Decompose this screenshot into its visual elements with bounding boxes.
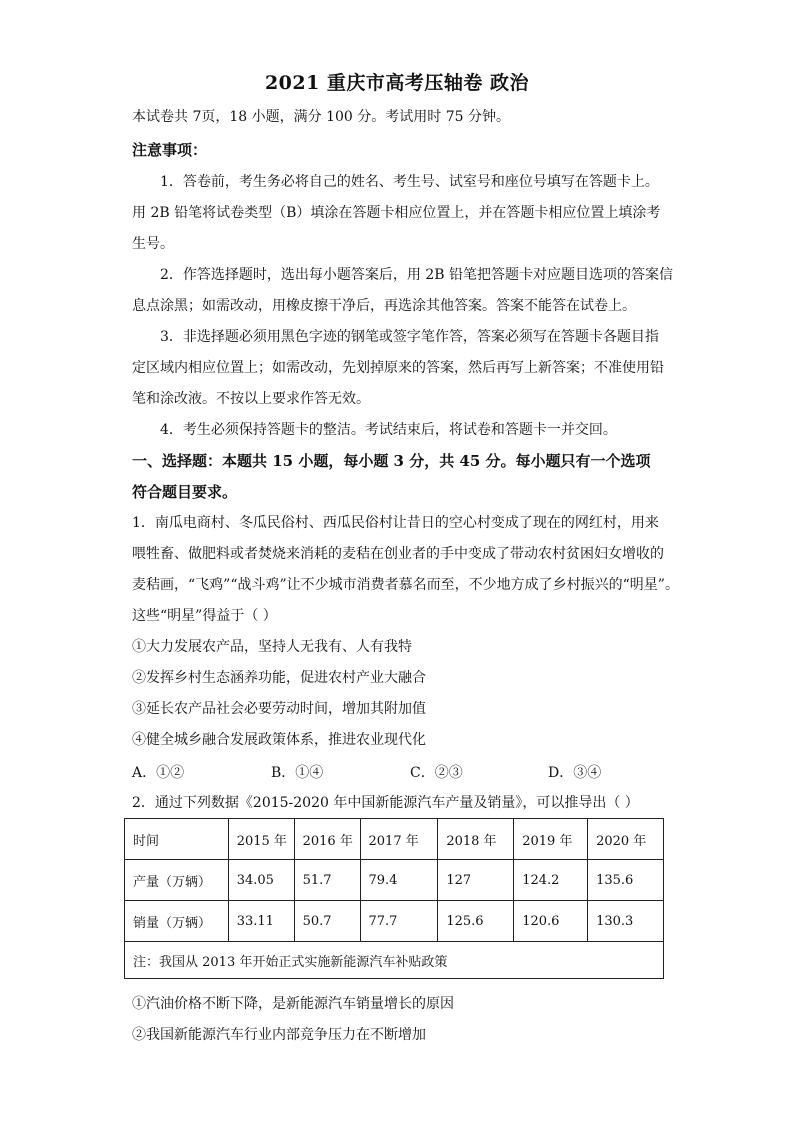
option-a[interactable]: A．①② — [132, 765, 185, 781]
notice-line: 笔和涂改液。不按以上要求作答无效。 — [132, 391, 370, 407]
table-header-cell: 2016 年 — [294, 819, 360, 860]
notice-heading: 注意事项： — [132, 141, 208, 159]
option-b[interactable]: B．①④ — [271, 765, 324, 781]
table-row — [125, 860, 664, 901]
table-cell: 130.3 — [588, 901, 664, 942]
ev-data-table — [124, 818, 664, 979]
exam-title: 2021 重庆市高考压轴卷 政治 — [264, 72, 530, 94]
table-cell: 120.6 — [514, 901, 588, 942]
table-header-cell: 时间 — [125, 819, 229, 860]
table-header-cell: 2019 年 — [514, 819, 588, 860]
table-cell: 产量（万辆） — [125, 860, 229, 901]
table-header-cell: 2017 年 — [360, 819, 438, 860]
table-cell: 33.11 — [228, 901, 294, 942]
section-heading: 一、选择题：本题共 15 小题，每小题 3 分，共 45 分。每小题只有一个选项 — [132, 452, 651, 470]
table-cell: 51.7 — [294, 860, 360, 901]
question-1-item: ④健全城乡融合发展政策体系，推进农业现代化 — [132, 732, 426, 748]
table-cell: 77.7 — [360, 901, 438, 942]
table-cell: 127 — [438, 860, 514, 901]
notice-line: 1．答卷前，考生务必将自己的姓名、考生号、试室号和座位号填写在答题卡上。 — [160, 174, 659, 190]
question-2-item: ①汽油价格不断下降，是新能源汽车销量增长的原因 — [132, 996, 454, 1012]
question-1-stem: 1．南瓜电商村、冬瓜民俗村、西瓜民俗村让昔日的空心村变成了现在的网红村，用来 — [132, 515, 659, 531]
option-d[interactable]: D．③④ — [548, 765, 602, 781]
table-note: 注：我国从 2013 年开始正式实施新能源汽车补贴政策 — [125, 942, 664, 979]
table-row — [125, 901, 664, 942]
option-c[interactable]: C．②③ — [410, 765, 463, 781]
question-1-item: ①大力发展农产品，坚持人无我有、人有我特 — [132, 639, 412, 655]
table-header-row — [125, 819, 664, 860]
question-1-item: ②发挥乡村生态涵养功能，促进农村产业大融合 — [132, 670, 426, 686]
table-cell: 135.6 — [588, 860, 664, 901]
notice-line: 息点涂黑；如需改动，用橡皮擦干净后，再选涂其他答案。答案不能答在试卷上。 — [132, 298, 636, 314]
section-heading: 符合题目要求。 — [132, 483, 238, 501]
notice-line: 生号。 — [132, 236, 174, 252]
notice-line: 4．考生必须保持答题卡的整洁。考试结束后，将试卷和答题卡一并交回。 — [160, 422, 617, 438]
exam-intro: 本试卷共 7页，18 小题，满分 100 分。考试用时 75 分钟。 — [132, 109, 510, 125]
table-cell: 125.6 — [438, 901, 514, 942]
table-header-cell: 2018 年 — [438, 819, 514, 860]
table-cell: 34.05 — [228, 860, 294, 901]
table-cell: 124.2 — [514, 860, 588, 901]
notice-line: 2．作答选择题时，选出每小题答案后，用 2B 铅笔把答题卡对应题目选项的答案信 — [160, 267, 674, 283]
table-cell: 79.4 — [360, 860, 438, 901]
question-1-stem: 这些“明星”得益于（ ） — [132, 608, 277, 624]
table-header-cell: 2020 年 — [588, 819, 664, 860]
table-cell: 50.7 — [294, 901, 360, 942]
notice-line: 用 2B 铅笔将试卷类型（B）填涂在答题卡相应位置上，并在答题卡相应位置上填涂考 — [132, 205, 661, 221]
table-note-row — [125, 942, 664, 979]
notice-line: 3．非选择题必须用黑色字迹的钢笔或签字笔作答，答案必须写在答题卡各题目指 — [160, 329, 659, 345]
question-1-options — [132, 762, 672, 782]
question-2-item: ②我国新能源汽车行业内部竞争压力在不断增加 — [132, 1027, 426, 1043]
table-cell: 销量（万辆） — [125, 901, 229, 942]
question-1-stem: 麦秸画，“飞鸡”“战斗鸡”让不少城市消费者慕名而至，不少地方成了乡村振兴的“明星”。 — [132, 577, 679, 593]
question-2-stem: 2．通过下列数据《2015-2020 年中国新能源汽车产量及销量》，可以推导出（ ） — [132, 795, 639, 811]
table-header-cell: 2015 年 — [228, 819, 294, 860]
notice-line: 定区域内相应位置上；如需改动，先划掉原来的答案，然后再写上新答案；不准使用铅 — [132, 360, 664, 376]
question-1-item: ③延长农产品社会必要劳动时间，增加其附加值 — [132, 701, 426, 717]
question-1-stem: 喂牲畜、做肥料或者焚烧来消耗的麦秸在创业者的手中变成了带动农村贫困妇女增收的 — [132, 546, 664, 562]
